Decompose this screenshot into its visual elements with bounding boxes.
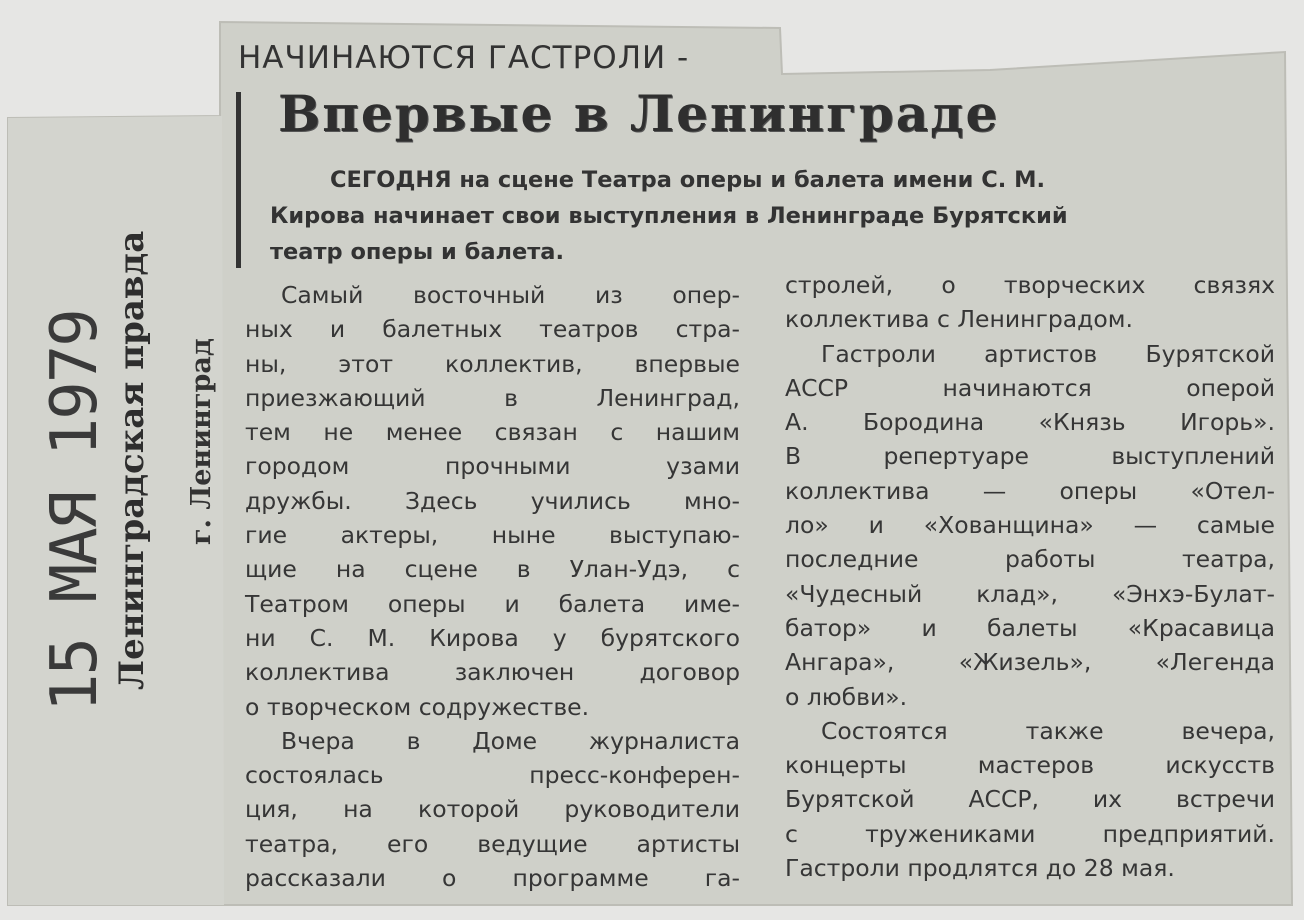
column-line: состоялась пресс-конферен- bbox=[245, 761, 740, 790]
column-line: Театром оперы и балета име- bbox=[245, 589, 740, 618]
column-line: Гастроли продлятся до 28 мая. bbox=[785, 854, 1175, 883]
column-line: стролей, о творческих связях bbox=[785, 271, 1275, 299]
column-line: коллектива заключен договор bbox=[245, 658, 740, 687]
column-line: дружбы. Здесь учились мно- bbox=[245, 486, 740, 515]
column-line: коллектива с Ленинградом. bbox=[785, 305, 1133, 334]
column-line: гие актеры, ныне выступаю- bbox=[245, 521, 740, 550]
column-line: ни С. М. Кирова у бурятского bbox=[245, 623, 740, 652]
column-line: Гастроли артистов Бурятской bbox=[821, 339, 1275, 368]
lead-line: театр оперы и балета. bbox=[270, 239, 565, 265]
stamp-date: 15 МАЯ 1979 bbox=[38, 310, 112, 712]
stamp-newspaper: Ленинградская правда bbox=[112, 230, 152, 690]
column-line: ция, на которой руководители bbox=[245, 795, 740, 824]
stamp-city: г. Ленинград bbox=[186, 338, 217, 545]
column-line: А. Бородина «Князь Игорь». bbox=[785, 408, 1275, 437]
column-line: коллектива — оперы «Отел- bbox=[785, 476, 1275, 505]
article-column-2 bbox=[785, 268, 1275, 885]
column-line: батор» и балеты «Красавица bbox=[785, 613, 1275, 642]
lead-line: Кирова начинает свои выступления в Ленинграде Бурятский bbox=[270, 203, 1068, 229]
column-line: последние работы театра, bbox=[785, 545, 1275, 574]
column-line: с тружениками предприятий. bbox=[785, 819, 1275, 848]
column-line: приезжающий в Ленинград, bbox=[245, 383, 740, 412]
article-lead bbox=[270, 162, 1282, 270]
article-headline: Впервые в Ленинграде bbox=[278, 84, 1000, 143]
column-line: городом прочными узами bbox=[245, 452, 740, 481]
column-line: Ангара», «Жизель», «Легенда bbox=[785, 648, 1275, 677]
column-line: о творческом содружестве. bbox=[245, 692, 590, 721]
column-line: В репертуаре выступлений bbox=[785, 442, 1275, 471]
lead-line: СЕГОДНЯ на сцене Театра оперы и балета имени С. М. bbox=[330, 167, 1046, 193]
column-line: Состоятся также вечера, bbox=[821, 716, 1275, 745]
column-line: Самый восточный из опер- bbox=[281, 281, 740, 309]
column-line: ных и балетных театров стра- bbox=[245, 315, 740, 344]
column-line: о любви». bbox=[785, 682, 908, 711]
column-line: концерты мастеров искусств bbox=[785, 751, 1275, 780]
column-line: ло» и «Хованщина» — самые bbox=[785, 511, 1275, 540]
column-line: ны, этот коллектив, впервые bbox=[245, 349, 740, 378]
column-line: «Чудесный клад», «Энхэ-Булат- bbox=[785, 579, 1275, 608]
article-rubric: НАЧИНАЮТСЯ ГАСТРОЛИ - bbox=[238, 40, 690, 76]
column-line: тем не менее связан с нашим bbox=[245, 418, 740, 447]
headline-rule bbox=[236, 92, 241, 268]
column-line: рассказали о программе га- bbox=[245, 864, 740, 893]
column-line: театра, его ведущие артисты bbox=[245, 829, 740, 858]
article-column-1 bbox=[245, 278, 740, 895]
column-line: Вчера в Доме журналиста bbox=[281, 726, 740, 755]
column-line: Бурятской АССР, их встречи bbox=[785, 785, 1275, 814]
column-line: АССР начинаются оперой bbox=[785, 373, 1275, 402]
column-line: щие на сцене в Улан-Удэ, с bbox=[245, 555, 740, 584]
